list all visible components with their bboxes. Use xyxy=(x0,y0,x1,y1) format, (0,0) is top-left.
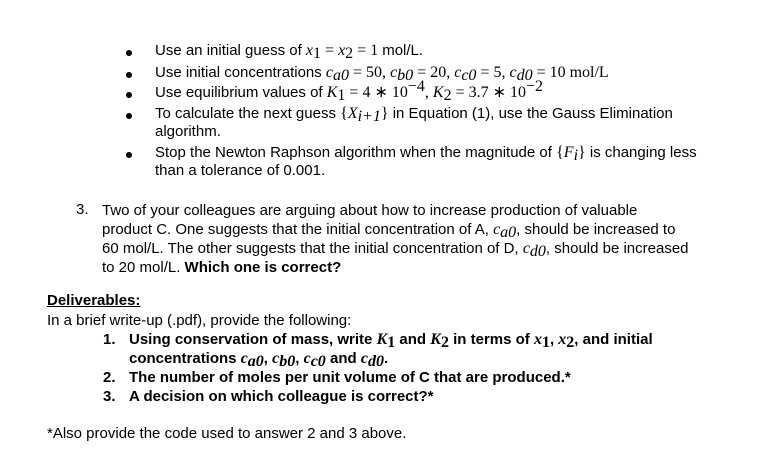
deliverable-item-1-cont: concentrations $c_{a0}$, $c_{b0}$, $c_{c0}$ and $c_{d0}$. xyxy=(129,350,389,370)
bullet-newton-raphson-cont: than a tolerance of 0.001. xyxy=(155,162,326,179)
question-line: to 20 mol/L. Which one is correct? xyxy=(102,259,342,276)
bullet-gauss-elimination-cont: algorithm. xyxy=(155,123,221,140)
question-line: product C. One suggests that the initial concentration of A, $c_{a0}$, should be increased to xyxy=(102,221,676,241)
deliverable-item-1: Using conservation of mass, write $K_1$ and $K_2$ in terms of $x_1$, $x_2$, and initial xyxy=(129,331,653,351)
bullet-dot xyxy=(126,152,132,158)
bullet-dot xyxy=(126,72,132,78)
bullet-equilibrium-values: Use equilibrium values of $K_1 = 4$ ∗ $10^{-4}$, $K_2 = 3.7$ ∗ $10^{-2}$ xyxy=(155,78,544,104)
bullet-dot xyxy=(126,113,132,119)
deliverable-number: 3. xyxy=(103,388,116,405)
question-number: 3. xyxy=(76,201,89,218)
bullet-dot xyxy=(126,50,132,56)
footnote: *Also provide the code used to answer 2 and 3 above. xyxy=(47,425,407,442)
bullet-newton-raphson: Stop the Newton Raphson algorithm when the magnitude of $\{F_i\}$ is changing less xyxy=(155,144,697,164)
deliverables-intro: In a brief write-up (.pdf), provide the following: xyxy=(47,312,352,329)
bullet-initial-concentrations: Use initial concentrations $c_{a0} = 50$, $c_{b0} = 20$, $c_{c0} = 5$, $c_{d0} = 10$ mol/L xyxy=(155,64,609,84)
question-line: 60 mol/L. The other suggests that the initial concentration of D, $c_{d0}$, should be increased xyxy=(102,240,689,260)
deliverable-item-3: A decision on which colleague is correct?* xyxy=(129,388,434,405)
deliverable-item-2: The number of moles per unit volume of C that are produced.* xyxy=(129,369,571,386)
question-line: Two of your colleagues are arguing about how to increase production of valuable xyxy=(102,202,638,219)
deliverables-heading: Deliverables: xyxy=(47,292,141,309)
deliverable-number: 2. xyxy=(103,369,116,386)
bullet-initial-guess: Use an initial guess of $x_1 = x_2 = 1$ mol/L. xyxy=(155,42,424,62)
bullet-gauss-elimination: To calculate the next guess $\{X_{i+1}\}$ in Equation (1), use the Gauss Elimination xyxy=(155,105,673,125)
deliverable-number: 1. xyxy=(103,331,116,348)
bullet-dot xyxy=(126,92,132,98)
